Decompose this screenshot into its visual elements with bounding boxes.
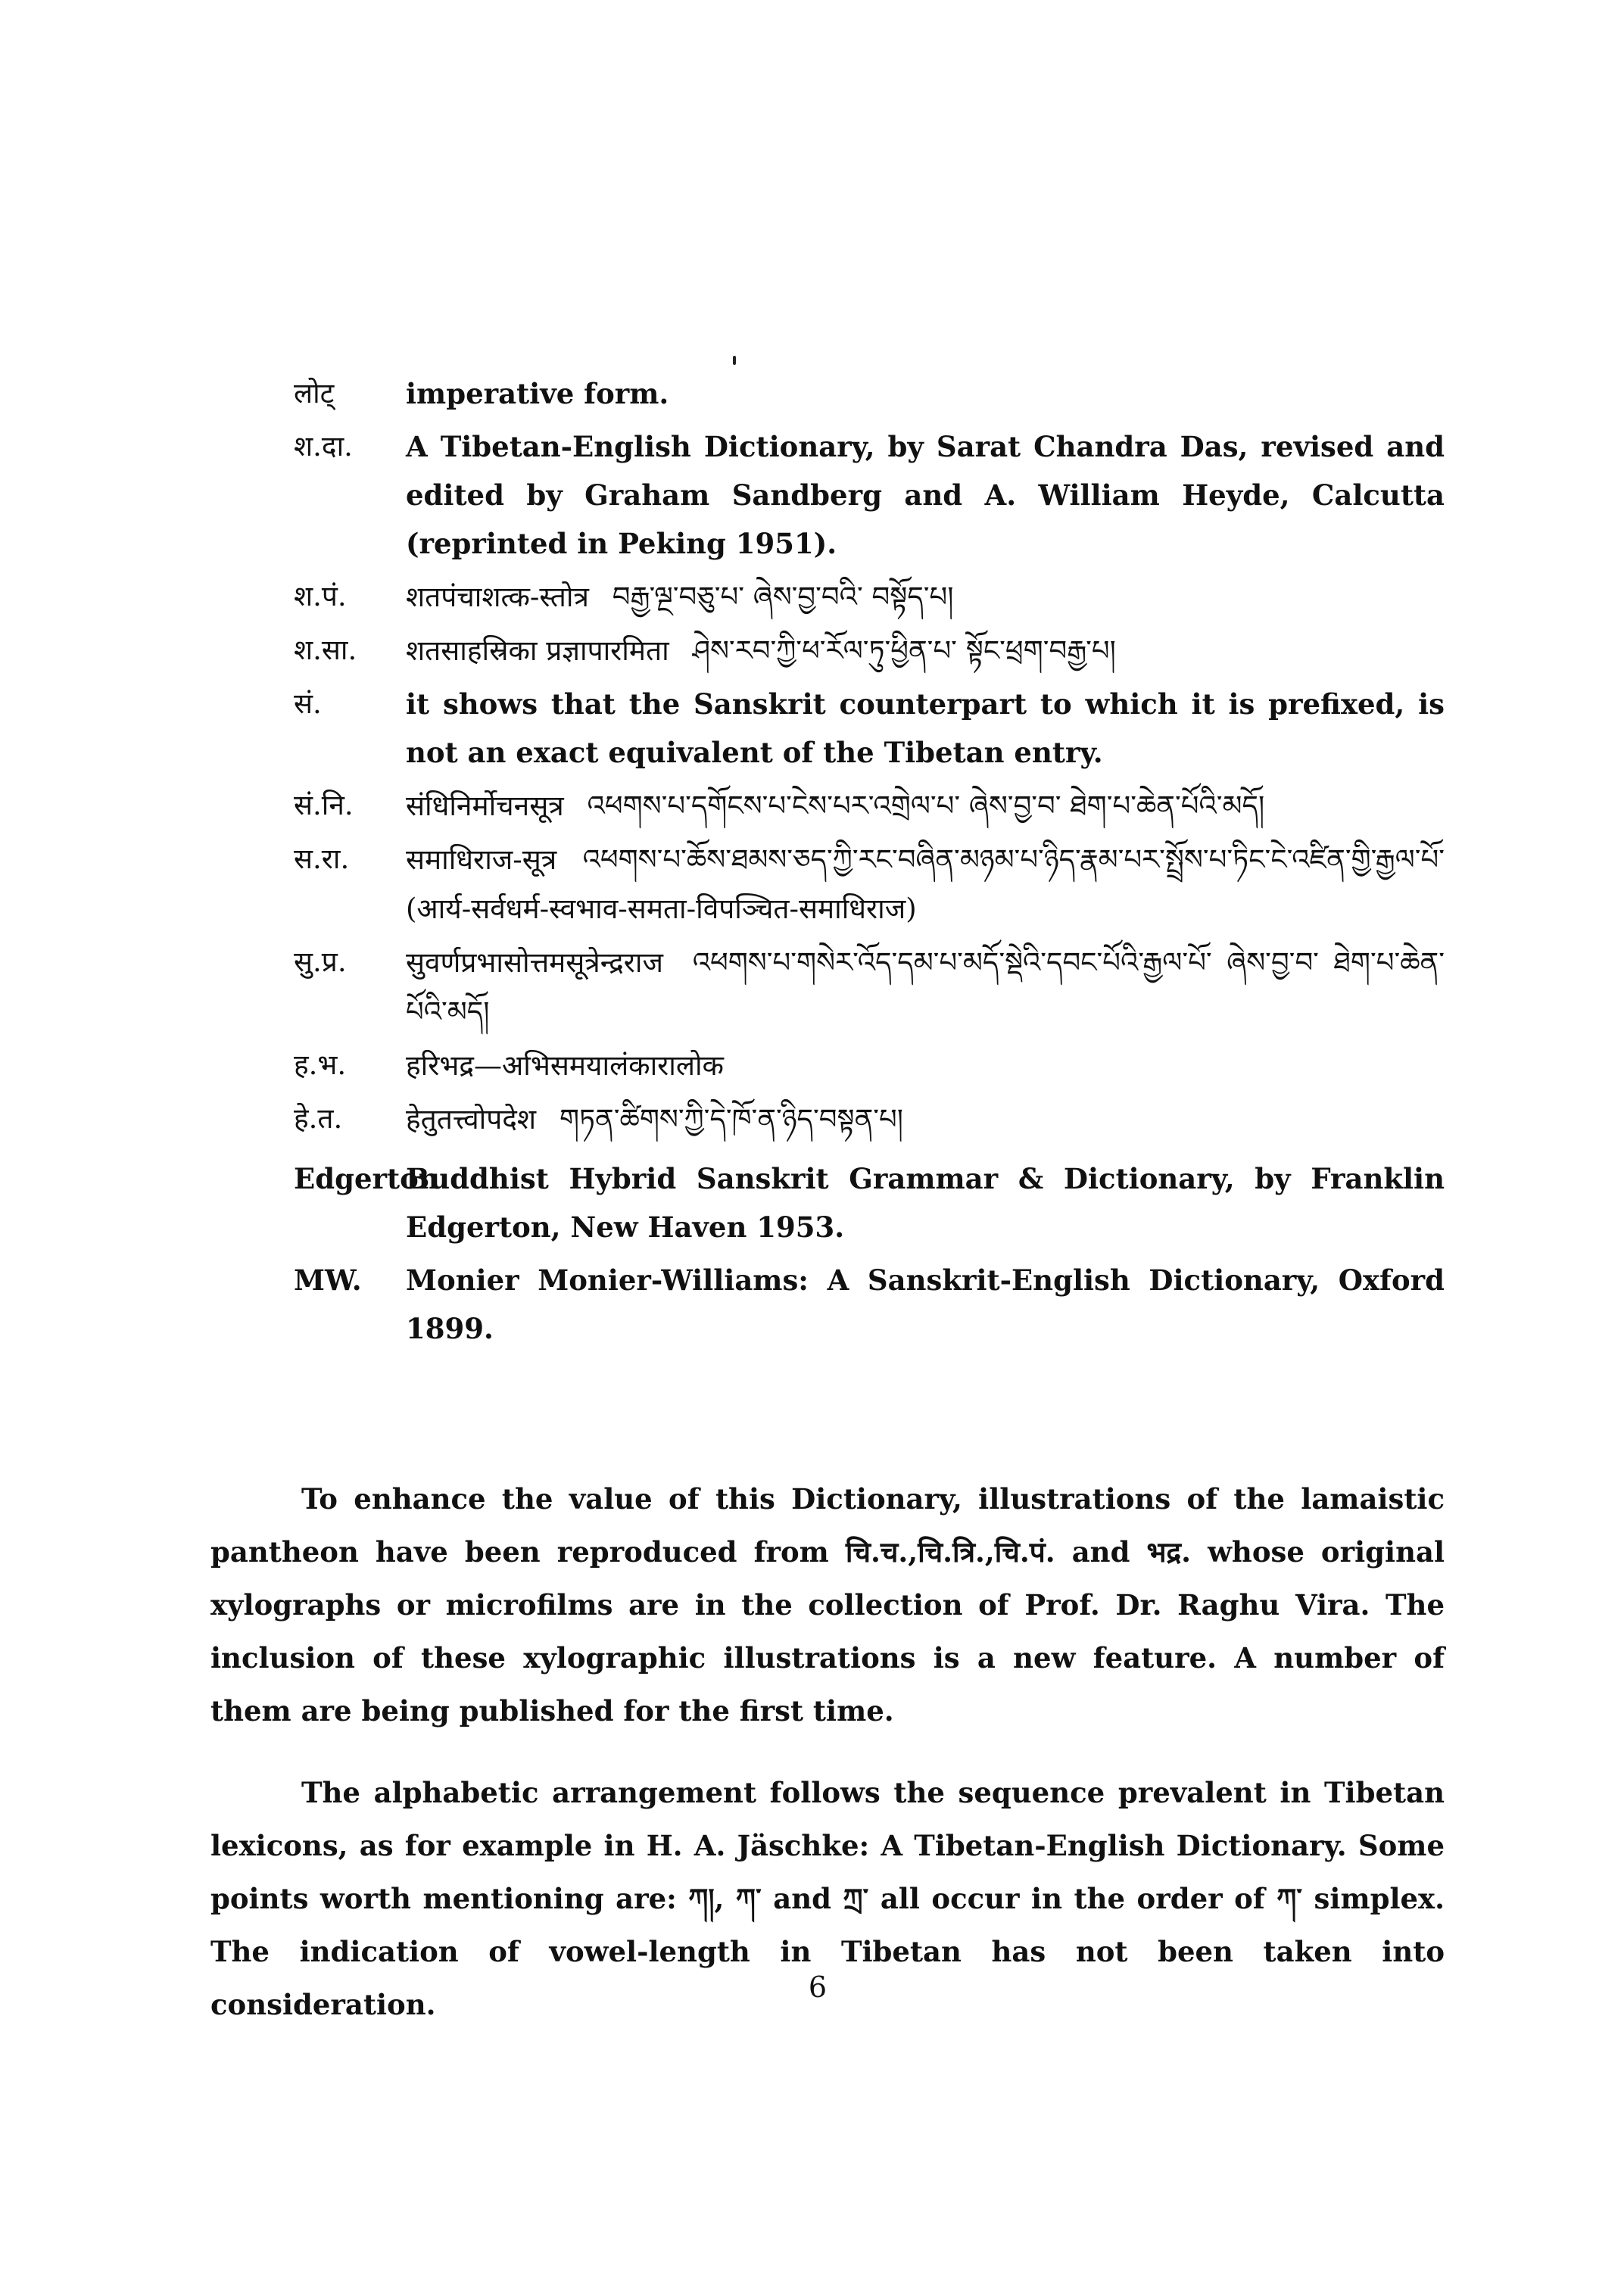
- abbreviation-term: हे.त.: [294, 1102, 343, 1135]
- tibetan-title: འཕགས་པ་དགོངས་པ་ངེས་པར་འགྲེལ་པ་ ཞེས་བྱ་བ་ ཐེག་པ་ཆེན་པོའི་མདོ།: [587, 790, 1265, 822]
- tibetan-title: ཤེས་རབ་ཀྱི་ཕ་རོལ་ཏུ་ཕྱིན་པ་ སྟོང་ཕྲག་བརྒྱ་པ།: [692, 634, 1116, 667]
- abbreviation-entry: [294, 1095, 1445, 1144]
- abbreviation-term: श.दा.: [294, 430, 353, 463]
- abbreviation-term: श.सा.: [294, 634, 357, 666]
- tibetan-title: བརྒྱ་ལྔ་བཅུ་པ་ ཞེས་བྱ་བའི་ བསྟོད་པ།: [612, 581, 954, 613]
- tibetan-title: འཕགས་པ་གསེར་འོད་དམ་པ་མདོ་སྡེའི་དབང་པོའི་རྒྱལ་པོ་ ཞེས་བྱ་བ་ ཐེག་པ་ཆེན་པོའི་མདོ།: [406, 946, 1445, 1028]
- abbreviation-entry: [294, 422, 1445, 568]
- abbreviation-description: [406, 422, 1445, 568]
- abbreviation-entry: [294, 369, 1445, 418]
- abbreviation-entry: [294, 680, 1445, 777]
- abbreviation-term: MW.: [294, 1263, 362, 1297]
- sanskrit-gloss: (आर्य-सर्वधर्म-स्वभाव-समता-विपञ्चित-समाधिराज): [406, 893, 917, 925]
- sanskrit-title: सुवर्णप्रभासोत्तमसूत्रेन्द्रराज: [406, 946, 663, 979]
- abbreviation-entry: [294, 938, 1445, 1036]
- abbreviation-description: [406, 1095, 1445, 1144]
- abbreviation-list: [294, 369, 1445, 1357]
- abbreviation-description: [406, 680, 1445, 777]
- sanskrit-title: हेतुतत्त्वोपदेश: [406, 1103, 537, 1136]
- paragraph: The alphabetic arrangement follows the sequence prevalent in Tibetan lexicons, as for example in H. A. Jäschke: A Tibetan-English Dictionary. Some points worth mentioning are: ཀ།, ཀ་ and ཀྲ་ all occur in the order of ཀ་ simplex. The indication of vowel-length in Tibetan has not been taken into consideration.: [210, 1776, 1445, 2021]
- abbreviation-term: स.रा.: [294, 843, 350, 875]
- page-number: 6: [808, 1971, 828, 2004]
- sanskrit-title: समाधिराज-सूत्र: [406, 843, 557, 876]
- abbreviation-entry: [294, 572, 1445, 622]
- abbreviation-term: Edgerton: [294, 1162, 439, 1195]
- sanskrit-title: संधिनिर्मोचनसूत्र: [406, 790, 564, 822]
- entry-text: imperative form.: [406, 377, 669, 410]
- abbreviation-description: [406, 781, 1445, 830]
- entry-text: Monier Monier-Williams: A Sanskrit-English Dictionary, Oxford 1899.: [406, 1263, 1445, 1345]
- abbreviation-description: [406, 1041, 1445, 1090]
- abbreviation-description: [406, 572, 1445, 622]
- abbreviation-entry: [294, 1256, 1445, 1353]
- entry-text: Buddhist Hybrid Sanskrit Grammar & Dictionary, by Franklin Edgerton, New Haven 1953.: [406, 1162, 1445, 1244]
- abbreviation-description: [406, 835, 1445, 933]
- abbreviation-entry: [294, 626, 1445, 675]
- tibetan-title: གཏན་ཚིགས་ཀྱི་དེ་ཁོ་ན་ཉིད་བསྟན་པ།: [559, 1103, 903, 1136]
- stray-mark: [733, 356, 736, 365]
- sanskrit-title: शतपंचाशत्क-स्तोत्र: [406, 581, 589, 613]
- abbreviation-term: सं.नि.: [294, 789, 354, 821]
- abbreviation-term: ह.भ.: [294, 1048, 347, 1081]
- abbreviation-description: [406, 369, 1445, 418]
- abbreviation-term: सं.: [294, 687, 322, 720]
- abbreviation-term: लोट्: [294, 377, 335, 410]
- abbreviation-description: [406, 938, 1445, 1036]
- abbreviation-description: [406, 1154, 1445, 1251]
- abbreviation-term: सु.प्र.: [294, 946, 347, 978]
- abbreviation-entry: [294, 835, 1445, 933]
- abbreviation-description: [406, 626, 1445, 675]
- abbreviation-entry: [294, 781, 1445, 830]
- abbreviation-description: [406, 1256, 1445, 1353]
- paragraph: To enhance the value of this Dictionary, illustrations of the lamaistic pantheon have been reproduced from चि.च.,चि.त्रि.,चि.पं. and भद्र. whose original xylographs or microfilms are in the collection of Prof. Dr. Raghu Vira. The inclusion of these xylographic illustrations is a new feature. A number of them are being published for the first time.: [210, 1482, 1445, 1728]
- abbreviation-entry: [294, 1154, 1445, 1251]
- tibetan-title: འཕགས་པ་ཆོས་ཐམས་ཅད་ཀྱི་རང་བཞིན་མཉམ་པ་ཉིད་རྣམ་པར་སྤྲོས་པ་ཏིང་ངེ་འཛིན་གྱི་རྒྱལ་པོ་: [582, 843, 1445, 876]
- entry-text: A Tibetan-English Dictionary, by Sarat Chandra Das, revised and edited by Graham Sandberg and A. William Heyde, Calcutta (reprinted in Peking 1951).: [406, 430, 1445, 560]
- sanskrit-title: शतसाहस्रिका प्रज्ञापारमिता: [406, 634, 669, 667]
- abbreviation-term: श.पं.: [294, 580, 347, 612]
- abbreviation-entry: [294, 1041, 1445, 1090]
- entry-text: it shows that the Sanskrit counterpart to which it is prefixed, is not an exact equivalent of the Tibetan entry.: [406, 687, 1445, 769]
- sanskrit-title: हरिभद्र—अभिसमयालंकारालोक: [406, 1049, 724, 1082]
